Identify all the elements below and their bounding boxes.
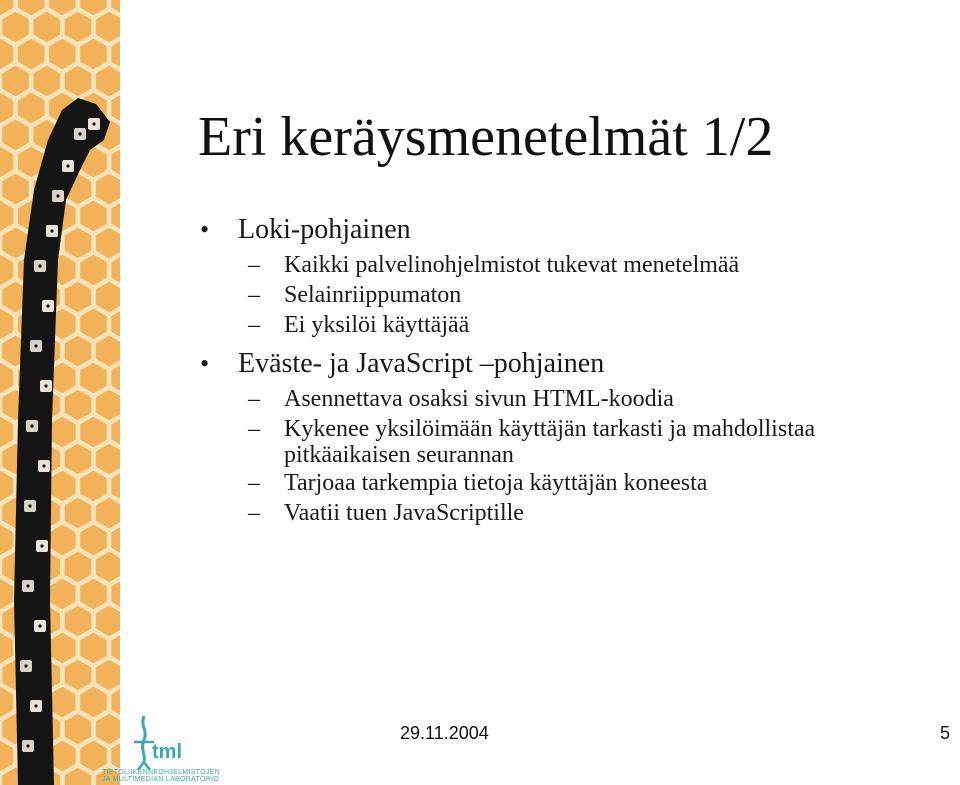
sub-list	[198, 250, 938, 340]
sub-item-text: Kykenee yksilöimään käyttäjän tarkasti ja mahdollistaa pitkäaikaisen seurannan	[284, 416, 816, 468]
giraffe-patch-dot	[56, 194, 59, 197]
giraffe-patch-dot	[24, 664, 27, 667]
giraffe-patch-dot	[30, 424, 33, 427]
dash-icon: –	[248, 386, 260, 412]
tml-logo-icon	[100, 712, 250, 782]
honeycomb-giraffe-graphic	[0, 0, 120, 785]
honeycomb-cell	[48, 578, 77, 611]
honeycomb-cell	[1, 119, 30, 152]
sub-item	[198, 414, 938, 468]
sub-item-text: Tarjoaa tarkempia tietoja käyttäjän koneesta	[284, 470, 708, 496]
honeycomb-cell	[95, 65, 120, 98]
honeycomb-cell	[64, 713, 92, 746]
honeycomb-cell	[64, 227, 92, 260]
slide-content	[198, 212, 938, 528]
giraffe-patch-dot	[78, 132, 81, 135]
sub-item	[198, 384, 938, 414]
honeycomb-cell	[79, 470, 108, 503]
giraffe-patch-dot	[38, 624, 41, 627]
dash-icon: –	[248, 282, 260, 308]
honeycomb-cell	[95, 335, 120, 368]
sub-item	[198, 498, 938, 528]
dash-icon: –	[248, 252, 260, 278]
giraffe-patch-dot	[28, 504, 31, 507]
honeycomb-cell	[1, 11, 30, 44]
honeycomb-cell	[1, 173, 30, 206]
honeycomb-cell	[95, 389, 120, 422]
honeycomb-cell	[33, 65, 62, 98]
giraffe-patch-dot	[26, 744, 29, 747]
sub-item-text: Selainriippumaton	[284, 282, 462, 308]
bullet-label: Eväste- ja JavaScript –pohjainen	[238, 348, 605, 379]
honeycomb-cell	[79, 200, 108, 233]
honeycomb-cell	[64, 551, 92, 584]
sub-item	[198, 250, 938, 280]
honeycomb-cell	[95, 605, 120, 638]
giraffe-patch-dot	[34, 344, 37, 347]
decorative-honeycomb-strip	[0, 0, 120, 785]
giraffe-patch-dot	[46, 304, 49, 307]
dash-icon: –	[248, 312, 260, 338]
sub-list	[198, 384, 938, 528]
sub-item-text: Asennettava osaksi sivun HTML-koodia	[284, 386, 674, 412]
honeycomb-cell	[64, 11, 92, 44]
sub-item	[198, 310, 938, 340]
honeycomb-cell	[1, 65, 30, 98]
honeycomb-cell	[48, 38, 77, 71]
bullet-item	[198, 212, 938, 248]
honeycomb-cell	[79, 632, 108, 665]
honeycomb-cell	[64, 65, 92, 98]
honeycomb-cell	[95, 173, 120, 206]
honeycomb-cell	[64, 335, 92, 368]
honeycomb-cell	[64, 443, 92, 476]
honeycomb-cell	[79, 362, 108, 395]
bullet-item	[198, 346, 938, 382]
honeycomb-cell	[48, 524, 77, 557]
giraffe-patch-dot	[42, 464, 45, 467]
giraffe-patch-dot	[38, 264, 41, 267]
logo-mark: tml	[152, 741, 182, 763]
honeycomb-cell	[95, 551, 120, 584]
honeycomb-cell	[79, 416, 108, 449]
honeycomb-cell	[95, 497, 120, 530]
sub-item-text: Vaatii tuen JavaScriptille	[284, 500, 524, 526]
giraffe-patch-dot	[66, 164, 69, 167]
giraffe-patch-dot	[92, 122, 95, 125]
bullet-icon: •	[200, 349, 210, 378]
bullet-label: Loki-pohjainen	[238, 214, 411, 245]
dash-icon: –	[248, 416, 260, 442]
honeycomb-cell	[48, 416, 77, 449]
giraffe-patch-dot	[34, 704, 37, 707]
honeycomb-cell	[79, 254, 108, 287]
honeycomb-cell	[17, 92, 46, 125]
honeycomb-cell	[95, 281, 120, 314]
sub-item	[198, 468, 938, 498]
giraffe-patch-dot	[26, 584, 29, 587]
honeycomb-cell	[64, 659, 92, 692]
giraffe-patch-dot	[50, 229, 53, 232]
slide-title: Eri keräysmenetelmät 1/2	[198, 106, 774, 168]
honeycomb-cell	[79, 38, 108, 71]
honeycomb-cell	[64, 389, 92, 422]
sub-item-text: Ei yksilöi käyttäjää	[284, 312, 470, 338]
logo-line-2: JA MULTIMEDIAN LABORATORIO	[102, 776, 220, 782]
honeycomb-cell	[17, 38, 46, 71]
honeycomb-cell	[79, 578, 108, 611]
honeycomb-cell	[79, 308, 108, 341]
honeycomb-cell	[33, 11, 62, 44]
honeycomb-cell	[95, 227, 120, 260]
sub-item-text: Kaikki palvelinohjelmistot tukevat menetelmää	[284, 252, 740, 278]
bullet-icon: •	[200, 215, 210, 244]
footer-date: 29.11.2004	[400, 723, 489, 743]
honeycomb-cell	[64, 605, 92, 638]
dash-icon: –	[248, 470, 260, 496]
honeycomb-cell	[79, 524, 108, 557]
sub-item	[198, 280, 938, 310]
honeycomb-cell	[95, 659, 120, 692]
page-number: 5	[940, 723, 951, 743]
honeycomb-cell	[64, 281, 92, 314]
giraffe-patch-dot	[44, 384, 47, 387]
giraffe-patch-dot	[40, 544, 43, 547]
lab-logo	[100, 712, 250, 782]
honeycomb-cell	[95, 443, 120, 476]
honeycomb-cell	[95, 11, 120, 44]
honeycomb-cell	[48, 470, 77, 503]
honeycomb-cell	[64, 497, 92, 530]
honeycomb-cell	[48, 632, 77, 665]
dash-icon: –	[248, 500, 260, 526]
logo-line-1: TIETOLIIKENNEOHJELMISTOJEN	[102, 769, 221, 776]
